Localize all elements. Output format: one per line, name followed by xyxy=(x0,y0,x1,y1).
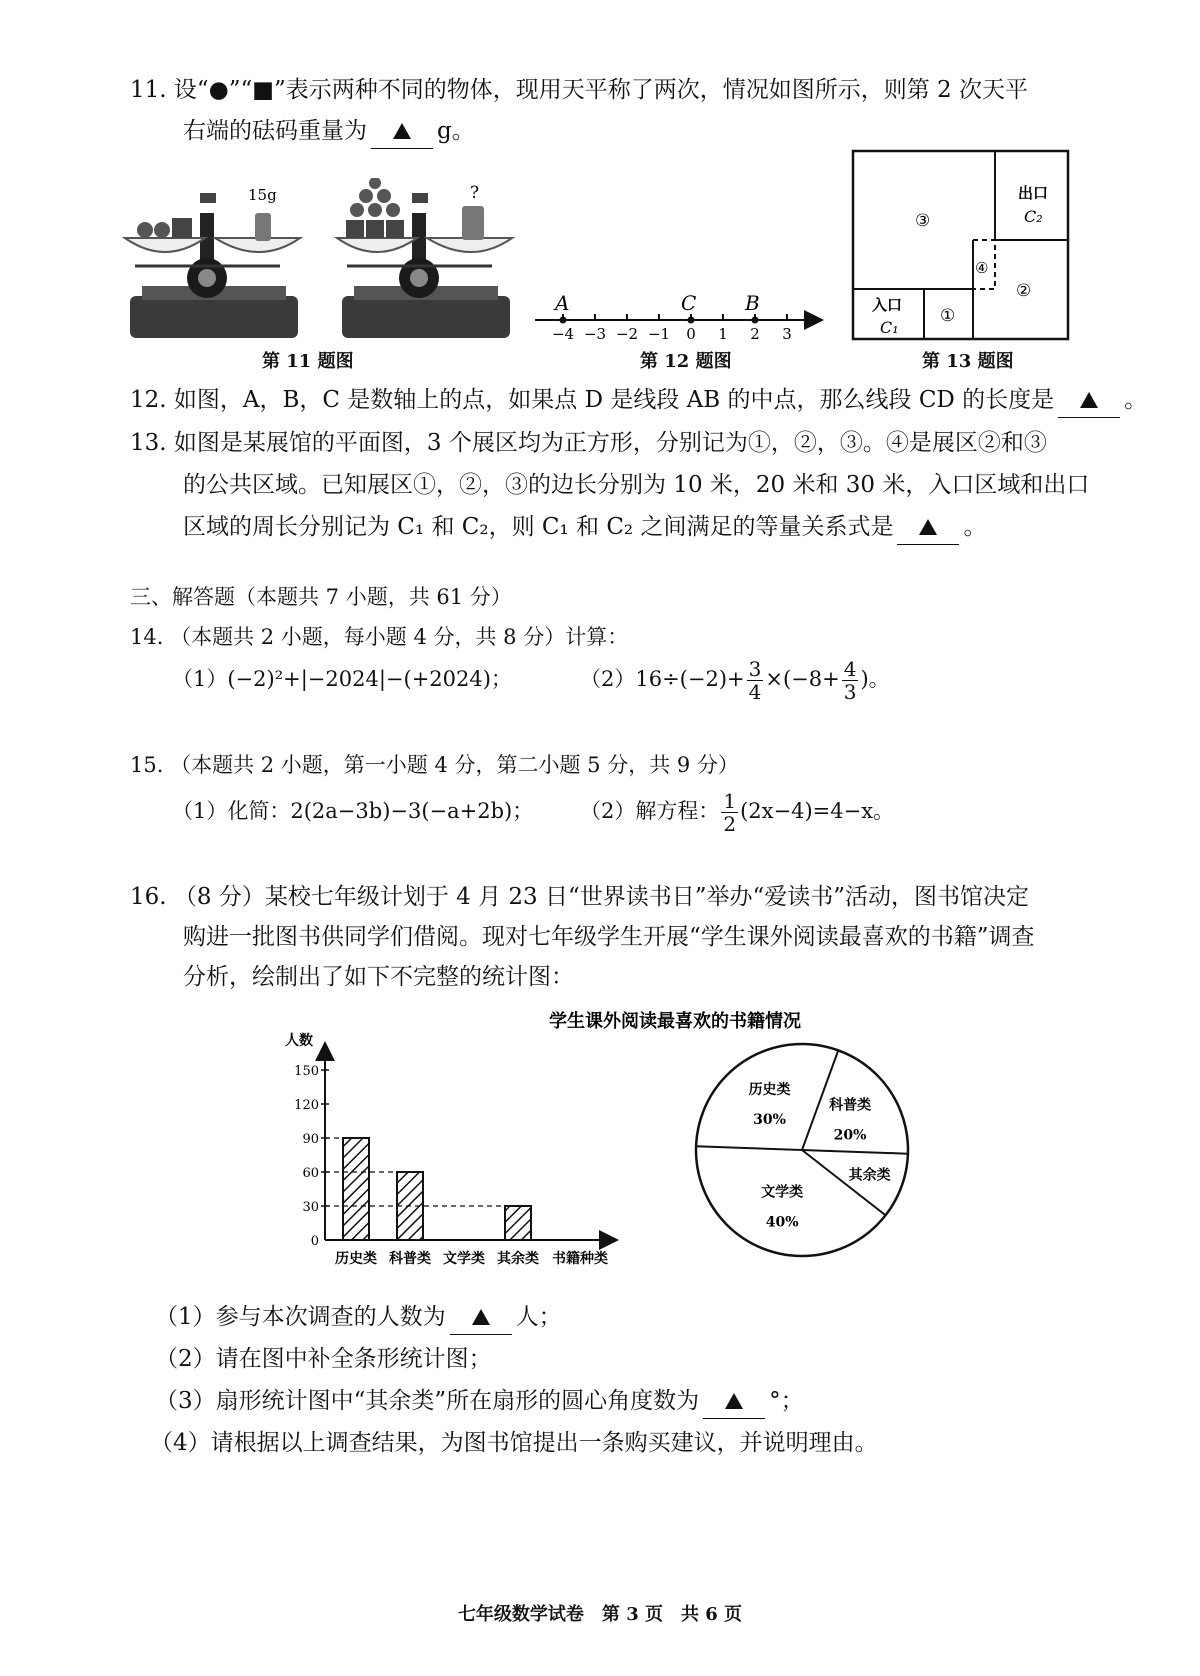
q16-sub1-post: 人； xyxy=(515,1304,562,1330)
y-tick-label: 120 xyxy=(294,1098,319,1113)
point-label-b: B xyxy=(745,291,760,315)
pie-chart xyxy=(696,1044,908,1256)
point-a xyxy=(560,317,567,324)
slice-percent: 20% xyxy=(833,1127,867,1144)
c2-label: C₂ xyxy=(1024,207,1043,226)
q11-line2 xyxy=(183,114,475,149)
bar-0 xyxy=(343,1138,369,1240)
q13-floor-plan xyxy=(850,148,1072,342)
q12-text xyxy=(130,383,1147,418)
q16-sub4: （4）请根据以上调查结果，为图书馆提出一条购买建议，并说明理由。 xyxy=(150,1430,878,1456)
q16-sub3-post: °； xyxy=(769,1388,804,1414)
q11-line2-post: g。 xyxy=(437,118,475,144)
q16-line3: 分析，绘制出了如下不完整的统计图： xyxy=(183,964,574,990)
q16-sub3-pre: （3）扇形统计图中“其余类”所在扇形的圆心角度数为 xyxy=(155,1388,700,1414)
slice-percent: 30% xyxy=(753,1111,786,1128)
fraction-denominator: 4 xyxy=(748,680,762,704)
slice-label: 历史类 xyxy=(748,1081,791,1098)
tick-label: −3 xyxy=(583,325,607,343)
triangle-icon xyxy=(725,1393,743,1409)
q13-line1: 13. 如图是某展馆的平面图，3 个展区均为正方形，分别记为①，②，③。④是展区②和③ xyxy=(130,430,1047,456)
category-label: 科普类 xyxy=(389,1251,431,1267)
tick-label: 2 xyxy=(750,325,760,343)
category-label: 历史类 xyxy=(335,1251,377,1267)
q14-part2 xyxy=(580,650,890,708)
exit-label: 出口 xyxy=(1018,184,1049,202)
fraction-denominator: 2 xyxy=(723,812,737,836)
answer-blank-16-3[interactable] xyxy=(703,1384,765,1419)
q13-caption: 第 13 题图 xyxy=(922,351,1014,372)
entry-label: 入口 xyxy=(872,296,903,314)
q15-part1: （1）化简：2(2a−3b)−3(−a+2b)； xyxy=(172,799,534,823)
c1-label: C₁ xyxy=(880,318,899,337)
fraction-4-3 xyxy=(842,658,859,703)
q16-sub1-pre: （1）参与本次调查的人数为 xyxy=(155,1304,446,1330)
fraction-numerator: 1 xyxy=(723,789,737,813)
q15-part2 xyxy=(580,782,894,840)
fraction-1-2 xyxy=(721,790,738,835)
q14-part1: （1）(−2)²+|−2024|−(+2024)； xyxy=(172,667,512,691)
fraction-numerator: 3 xyxy=(748,657,762,681)
answer-blank-13[interactable] xyxy=(897,510,959,545)
region-1-label: ① xyxy=(940,306,956,326)
q12-caption: 第 12 题图 xyxy=(640,351,732,372)
balance-2 xyxy=(337,178,512,338)
q16-sub1 xyxy=(155,1300,562,1335)
category-label: 其余类 xyxy=(497,1251,539,1267)
q14-head: 14. （本题共 2 小题，每小题 4 分，共 8 分）计算： xyxy=(130,625,629,649)
y-tick-label: 60 xyxy=(302,1166,319,1181)
page-footer: 七年级数学试卷 第 3 页 共 6 页 xyxy=(457,1604,743,1625)
y-axis-label: 人数 xyxy=(285,1033,313,1049)
tick-label: 3 xyxy=(782,325,792,343)
region-3-label: ③ xyxy=(915,211,931,231)
q11-line2-pre: 右端的砝码重量为 xyxy=(183,118,367,144)
triangle-icon xyxy=(919,519,937,535)
triangle-icon xyxy=(472,1309,490,1325)
q16-sub2: （2）请在图中补全条形统计图； xyxy=(155,1346,492,1372)
section-3-heading: 三、解答题（本题共 7 小题，共 61 分） xyxy=(130,585,512,609)
slice-divider xyxy=(802,1150,908,1154)
q16-charts xyxy=(280,1005,940,1275)
triangle-icon xyxy=(393,123,411,139)
tick-label: 1 xyxy=(718,325,728,343)
q16-line1: 16. （8 分）某校七年级计划于 4 月 23 日“世界读书日”举办“爱读书”活动，图书馆决定 xyxy=(130,884,1030,910)
tick-label: 0 xyxy=(686,325,696,343)
triangle-icon xyxy=(1080,392,1098,408)
q16-line2: 购进一批图书供同学们借阅。现对七年级学生开展“学生课外阅读最喜欢的书籍”调查 xyxy=(183,924,1035,950)
answer-blank-12[interactable] xyxy=(1058,383,1120,418)
tick-label: −1 xyxy=(647,325,671,343)
q13-line3 xyxy=(183,510,986,545)
weight-label-1: 15g xyxy=(248,186,277,204)
fraction-numerator: 4 xyxy=(843,657,857,681)
q14-part2-pre: （2）16÷(−2)+ xyxy=(580,667,745,691)
point-c xyxy=(688,317,695,324)
fraction-denominator: 3 xyxy=(843,680,857,704)
y-tick-label: 90 xyxy=(302,1132,319,1147)
tick-label: −2 xyxy=(615,325,639,343)
point-b xyxy=(752,317,759,324)
q12-text-post: 。 xyxy=(1124,387,1148,413)
y-tick-label: 0 xyxy=(310,1234,319,1249)
q15-part2-pre: （2）解方程： xyxy=(580,799,720,823)
q15-head: 15. （本题共 2 小题，第一小题 4 分，第二小题 5 分，共 9 分） xyxy=(130,753,739,777)
slice-label: 科普类 xyxy=(829,1097,872,1114)
q12-number-line xyxy=(535,290,835,350)
q13-line3-pre: 区域的周长分别记为 C₁ 和 C₂，则 C₁ 和 C₂ 之间满足的等量关系式是 xyxy=(183,514,894,540)
point-label-a: A xyxy=(555,291,570,315)
region-4-label: ④ xyxy=(975,259,989,277)
answer-blank-11[interactable] xyxy=(371,114,433,149)
q11-caption: 第 11 题图 xyxy=(262,351,354,372)
q11-line1: 11. 设“●”“■”表示两种不同的物体，现用天平称了两次，情况如图所示，则第 2 次天平 xyxy=(130,77,1028,103)
category-label: 文学类 xyxy=(443,1251,485,1267)
q13-line2: 的公共区域。已知展区①，②，③的边长分别为 10 米，20 米和 30 米，入口区域和出口 xyxy=(183,472,1090,498)
bar-3 xyxy=(505,1206,531,1240)
q16-sub3 xyxy=(155,1384,804,1419)
x-axis-label: 书籍种类 xyxy=(552,1251,608,1267)
point-label-c: C xyxy=(681,291,697,315)
weight-label-2: ? xyxy=(470,183,480,203)
bar-chart xyxy=(285,1032,615,1267)
slice-label: 其余类 xyxy=(848,1167,891,1184)
q13-line3-post: 。 xyxy=(963,514,987,540)
region-2-label: ② xyxy=(1016,281,1032,301)
q15-part2-post: (2x−4)=4−x。 xyxy=(740,799,895,823)
fraction-3-4 xyxy=(747,658,764,703)
q11-balance-figure xyxy=(120,178,520,348)
answer-blank-16-1[interactable] xyxy=(450,1300,512,1335)
balance-1 xyxy=(125,193,300,338)
y-tick-label: 150 xyxy=(294,1064,319,1079)
slice-percent: 40% xyxy=(765,1214,799,1231)
y-tick-label: 30 xyxy=(302,1200,319,1215)
q12-text-pre: 12. 如图，A，B，C 是数轴上的点，如果点 D 是线段 AB 的中点，那么线段 CD 的长度是 xyxy=(130,387,1055,413)
slice-label: 文学类 xyxy=(761,1184,804,1201)
q14-part2-mid: ×(−8+ xyxy=(765,667,840,691)
slice-divider xyxy=(696,1146,802,1150)
chart-title: 学生课外阅读最喜欢的书籍情况 xyxy=(549,1011,801,1032)
tick-label: −4 xyxy=(551,325,575,343)
q14-part2-post: )。 xyxy=(860,667,890,691)
